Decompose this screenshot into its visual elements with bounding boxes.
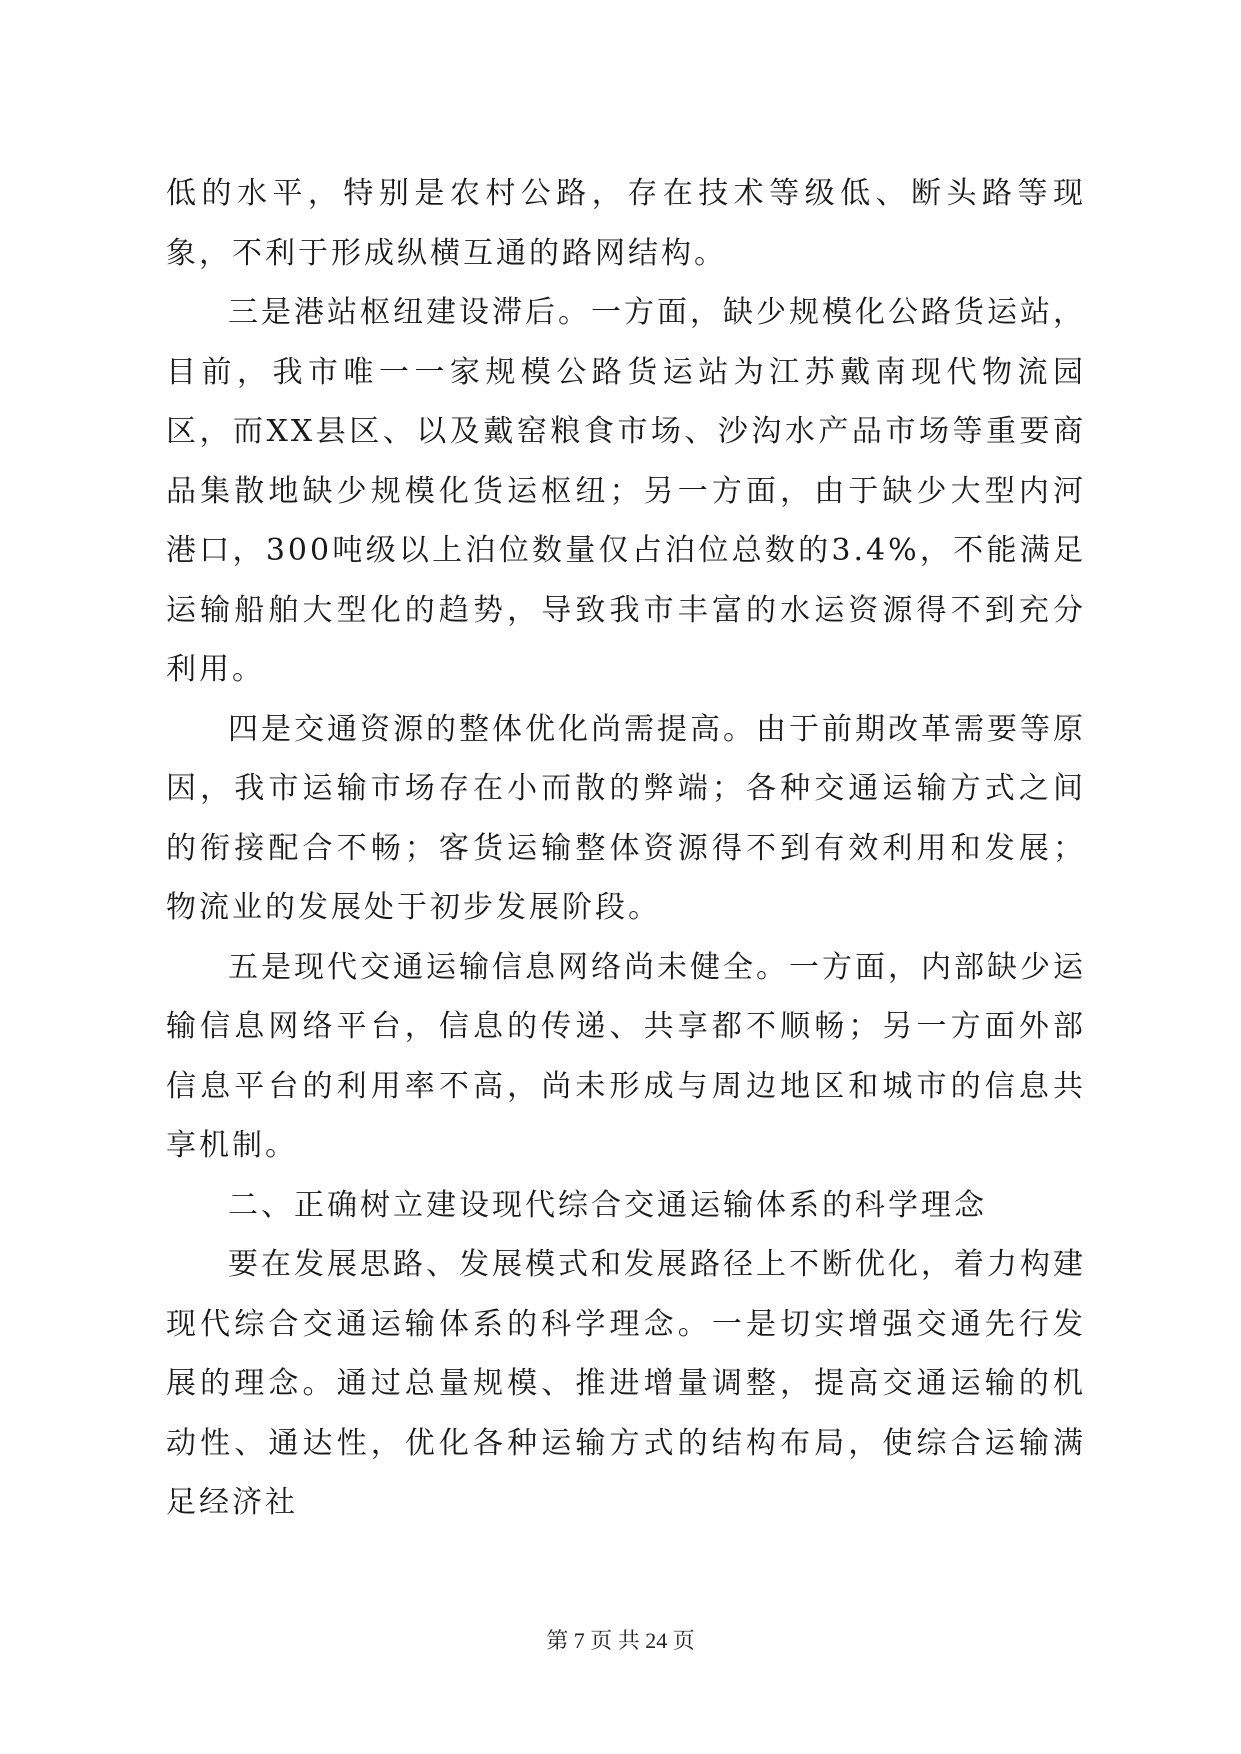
paragraph-resource-optimization: 四是交通资源的整体优化尚需提高。由于前期改革需要等原因，我市运输市场存在小而散的弊端；各种交通运输方式之间的衔接配合不畅；客货运输整体资源得不到有效利用和发展；物流业的发展处于初步发展阶段。 [166, 711, 1086, 925]
paragraph-concept: 要在发展思路、发展模式和发展路径上不断优化，着力构建现代综合交通运输体系的科学理念。一是切实增强交通先行发展的理念。通过总量规模、推进增量调整，提高交通运输的机动性、通达性，优化各种运输方式的结构布局，使综合运输满足经济社 [166, 1247, 1086, 1520]
page-number-footer: 第 7 页 共 24 页 [546, 1628, 695, 1653]
paragraph-continuation: 低的水平，特别是农村公路，存在技术等级低、断头路等现象，不利于形成纵横互通的路网结构。 [166, 176, 1086, 271]
paragraph-info-network: 五是现代交通运输信息网络尚未健全。一方面，内部缺少运输信息网络平台，信息的传递、共享都不顺畅；另一方面外部信息平台的利用率不高，尚未形成与周边地区和城市的信息共享机制。 [166, 949, 1086, 1163]
section-heading: 二、正确树立建设现代综合交通运输体系的科学理念 [228, 1187, 987, 1223]
paragraph-port-hub: 三是港站枢纽建设滞后。一方面，缺少规模化公路货运站，目前，我市唯一一家规模公路货运站为江苏戴南现代物流园区，而XX县区、以及戴窑粮食市场、沙沟水产品市场等重要商品集散地缺少规模化货运枢纽；另一方面，由于缺少大型内河港口，300吨级以上泊位数量仅占泊位总数的3.4%，不能满足运输船舶大型化的趋势，导致我市丰富的水运资源得不到充分利用。 [166, 295, 1086, 687]
document-body [166, 164, 1086, 1533]
